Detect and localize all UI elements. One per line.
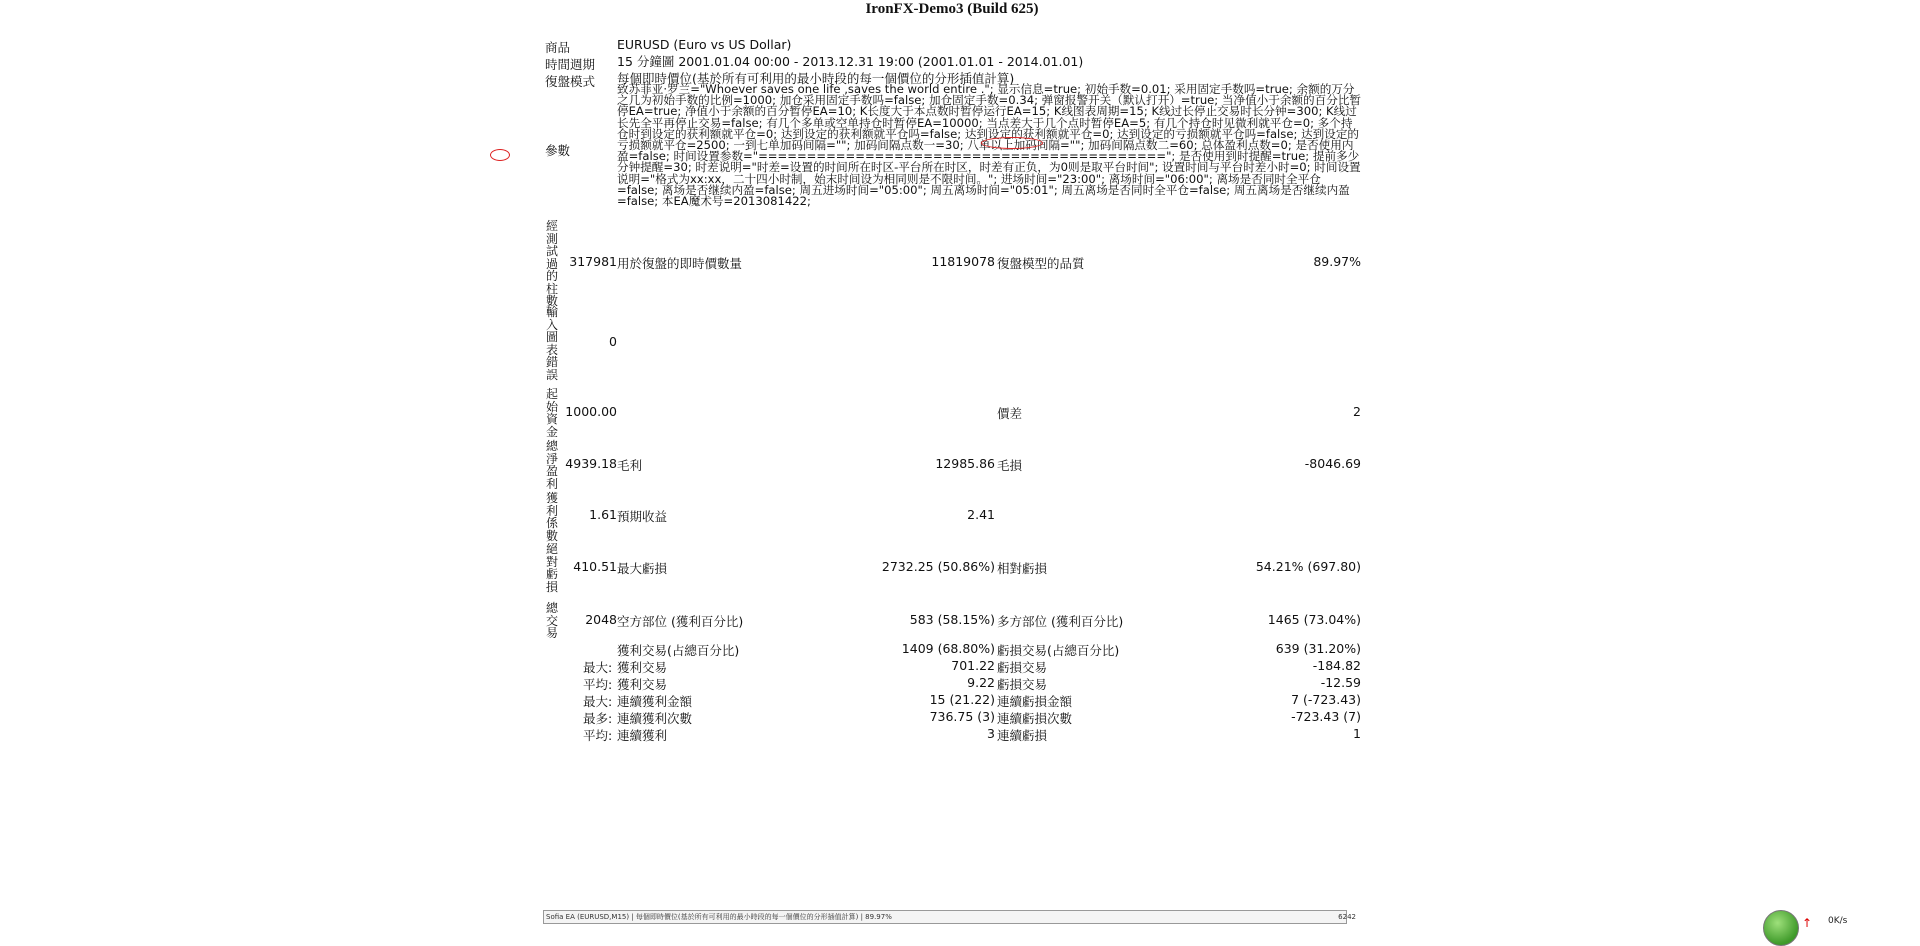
deposit-value: 1000.00 [565,404,617,419]
detail-prefix: 平均: [583,728,613,743]
detail-value-1: 9.22 [967,675,995,690]
detail-value-2: 1 [1353,726,1361,741]
drawdown-row [545,559,1361,579]
detail-label-1: 連續獲利 [617,728,668,743]
detail-value-2: -723.43 (7) [1291,709,1361,724]
detail-label-2: 連續虧損 [997,728,1048,743]
spread-value: 2 [1353,404,1361,419]
detail-label-2: 連續虧損次數 [997,711,1073,726]
short-positions-value: 583 (58.15%) [909,612,995,627]
expected-payoff-value: 2.41 [967,507,995,522]
gross-loss-value: -8046.69 [1304,456,1361,471]
net-profit-label: 總淨盈利 [545,439,558,491]
errors-value: 0 [609,334,617,349]
detail-label-2: 連續虧損金額 [997,694,1073,709]
total-trades-row [545,612,1361,632]
detail-label-2: 虧損交易(占總百分比) [997,643,1120,658]
quality-label: 復盤模型的品質 [997,256,1085,271]
detail-prefix: 最大: [583,660,613,675]
params-label: 參數 [545,143,571,158]
rel-drawdown-label: 相對虧損 [997,561,1048,576]
gross-profit-label: 毛利 [617,458,643,473]
max-drawdown-label: 最大虧損 [617,561,668,576]
errors-label: 輸入圖表錯誤 [545,305,558,382]
rel-drawdown-value: 54.21% (697.80) [1255,559,1361,574]
model-value: 每個即時價位(基於所有可利用的最小時段的每一個價位的分形插值計算) [617,71,1015,86]
network-speed-icon[interactable] [1763,910,1799,946]
detail-row [545,726,1361,746]
long-positions-label: 多方部位 (獲利百分比) [997,614,1124,629]
symbol-value: EURUSD (Euro vs US Dollar) [617,37,792,52]
detail-value-1: 701.22 [951,658,995,673]
period-value: 15 分鐘圖 2001.01.04 00:00 - 2013.12.31 19:00 (2001.01.01 - 2014.01.01) [617,54,1084,69]
ticks-value: 11819078 [931,254,995,269]
detail-value-2: -12.59 [1320,675,1361,690]
spread-label: 價差 [997,406,1023,421]
model-label: 復盤模式 [545,74,596,89]
bars-label: 經測試過的柱數 [545,219,558,308]
detail-label-1: 連續獲利次數 [617,711,693,726]
bars-value: 317981 [569,254,617,269]
deposit-row [545,404,1361,424]
highlight-oval [981,137,1043,149]
total-trades-label: 總交易 [545,601,558,640]
total-trades-value: 2048 [585,612,617,627]
chart-strip-number: 6242 [1338,913,1356,921]
quality-value: 89.97% [1313,254,1361,269]
highlight-oval [490,149,510,161]
abs-drawdown-value: 410.51 [573,559,617,574]
detail-value-2: 7 (-723.43) [1291,692,1361,707]
expected-payoff-label: 預期收益 [617,509,668,524]
bars-row [545,254,1361,274]
params-text: 致苏菲亚·罗兰="Whoever saves one life ,saves the world entire ."; 显示信息=true; 初始手数=0.01; 采用固定手数吗=true; 余额的万分之几为初始手数的比例=1000; 加仓采用固定手数吗=false; 加仓固定手数=0.34; 弹窗报警开关（默认打开）=true; 当净值小于余额的百分比暂停EA=true; 净值小于余额的百分暂停EA=10; K长度大于本点数时暂停运行EA=15; K线图表周期=15; K线过长停止交易时长分钟=300; K线过长先全平再停止交易=false; 有几个多单或空单持仓时暂停EA=10000; 当点差大于几个点时暂停EA=5; 有几个持仓时见微利就平仓=0; 多个持仓时到设定的获利额就平仓=0; 达到设定的获利额就平仓吗=false; 达到设定的获利额就平仓=0; 达到设定的亏损额就平仓吗=false; 达到设定的亏损额就平仓=2500; 一到七单加码间隔=""; 加码间隔点数一=30; 八单以上加码间隔=""; 加码间隔点数二=60; 总体盈利点数=0; 是否使用内盈=false; 时间设置参数="=========================================="; 是否使用到时提醒=true; 提前多少分钟提醒=30; 时差说明="时差=设置的时间所在时区-平台所在时区，时差有正负，为0则是取平台时间"; 设置时间与平台时差小时=0; 时间设置说明="格式为xx:xx，二十四小时制，始末时间设为相同则是不限时间。"; 进场时间="23:00"; 离场时间="06:00"; 离场是否同时全平仓=false; 离场是否继续内盈=false; 周五进场时间="05:00"; 周五离场时间="05:01"; 周五离场是否同时全平仓=false; 周五离场是否继续内盈=false; 本EA魔术号=2013081422; [617,82,1362,209]
detail-prefix: 最大: [583,694,613,709]
deposit-label: 起始資金 [545,387,558,439]
long-positions-value: 1465 (73.04%) [1267,612,1361,627]
chart-strip-caption: Sofia EA (EURUSD,M15) | 每個即時價位(基於所有可利用的最小時段的每一個價位的分形插值計算) | 89.97% [546,913,892,921]
report-body [545,0,1361,926]
gross-profit-value: 12985.86 [935,456,995,471]
detail-value-1: 3 [987,726,995,741]
detail-label-1: 獲利交易 [617,677,668,692]
equity-chart-strip[interactable] [543,910,1356,924]
detail-value-2: 639 (31.20%) [1275,641,1361,656]
window-title: IronFX-Demo3 (Build 625) [865,1,1039,17]
detail-prefix: 最多: [583,711,613,726]
detail-label-2: 虧損交易 [997,677,1048,692]
abs-drawdown-label: 絕對虧損 [545,542,558,594]
profit-factor-row [545,507,1361,527]
network-speed-value: 0K/s [1828,916,1848,926]
profit-factor-label: 獲利係數 [545,491,558,543]
upload-arrow-icon: ↑ [1802,916,1813,930]
detail-label-1: 獲利交易(占總百分比) [617,643,740,658]
period-label: 時間週期 [545,57,596,72]
detail-value-1: 15 (21.22) [929,692,995,707]
detail-label-1: 獲利交易 [617,660,668,675]
detail-label-1: 連續獲利金額 [617,694,693,709]
ticks-label: 用於復盤的即時價數量 [617,256,743,271]
symbol-label: 商品 [545,40,571,55]
short-positions-label: 空方部位 (獲利百分比) [617,614,744,629]
detail-value-1: 1409 (68.80%) [901,641,995,656]
net-profit-value: 4939.18 [565,456,617,471]
net-profit-row [545,456,1361,476]
detail-prefix: 平均: [583,677,613,692]
gross-loss-label: 毛損 [997,458,1023,473]
detail-label-2: 虧損交易 [997,660,1048,675]
errors-row [545,334,1361,354]
profit-factor-value: 1.61 [589,507,617,522]
detail-value-1: 736.75 (3) [929,709,995,724]
max-drawdown-value: 2732.25 (50.86%) [881,559,995,574]
detail-value-2: -184.82 [1312,658,1361,673]
